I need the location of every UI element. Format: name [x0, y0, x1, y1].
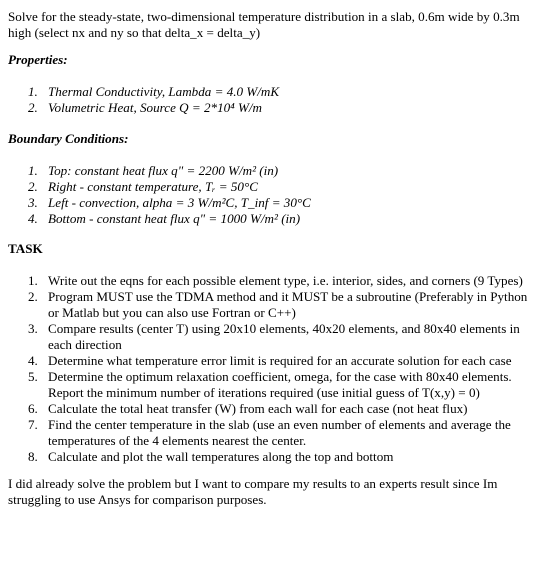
intro-paragraph: Solve for the steady-state, two-dimensional temperature distribution in a slab, 0.6m wide by 0.3m high (select nx and ny so that delta_x = delta_y) [8, 9, 520, 40]
list-item: 1. Thermal Conductivity, Lambda = 4.0 W/mK [28, 84, 280, 99]
list-item: 3. Compare results (center T) using 20x10 elements, 40x20 elements, and 80x40 elements in each direction [28, 321, 520, 352]
list-item: 2. Program MUST use the TDMA method and it MUST be a subroutine (Preferably in Python or Matlab but you can also use Fortran or C++) [28, 289, 528, 320]
list-item: 2. Volumetric Heat, Source Q = 2*10⁴ W/m [28, 100, 263, 115]
list-item: 3. Left - convection, alpha = 3 W/m²C, T_inf = 30°C [28, 195, 311, 210]
task-list [8, 273, 538, 465]
list-item: 1. Top: constant heat flux q" = 2200 W/m² (in) [28, 163, 279, 178]
closing-paragraph: I did already solve the problem but I want to compare my results to an experts result since Im struggling to use Ansys for comparison purposes. [8, 476, 498, 507]
list-item: 6. Calculate the total heat transfer (W) from each wall for each case (not heat flux) [28, 401, 468, 416]
list-item: 4. Bottom - constant heat flux q" = 1000 W/m² (in) [28, 211, 301, 226]
boundary-heading: Boundary Conditions: [8, 131, 129, 146]
list-item: 5. Determine the optimum relaxation coefficient, omega, for the case with 80x40 elements. Report the minimum number of iterations required (use initial guess of T(x,y) = 0) [28, 369, 512, 400]
boundary-list [8, 163, 538, 227]
task-heading: TASK [8, 241, 43, 256]
list-item: 4. Determine what temperature error limit is required for an accurate solution for each case [28, 353, 512, 368]
list-item: 2. Right - constant temperature, Tᵣ = 50°C [28, 179, 258, 194]
properties-heading: Properties: [8, 52, 68, 67]
list-item: 7. Find the center temperature in the slab (use an even number of elements and average the temperatures of the 4 elements nearest the center. [28, 417, 511, 448]
list-item: 1. Write out the eqns for each possible element type, i.e. interior, sides, and corners (9 Types) [28, 273, 523, 288]
list-item: 8. Calculate and plot the wall temperatures along the top and bottom [28, 449, 394, 464]
properties-list [8, 84, 538, 116]
